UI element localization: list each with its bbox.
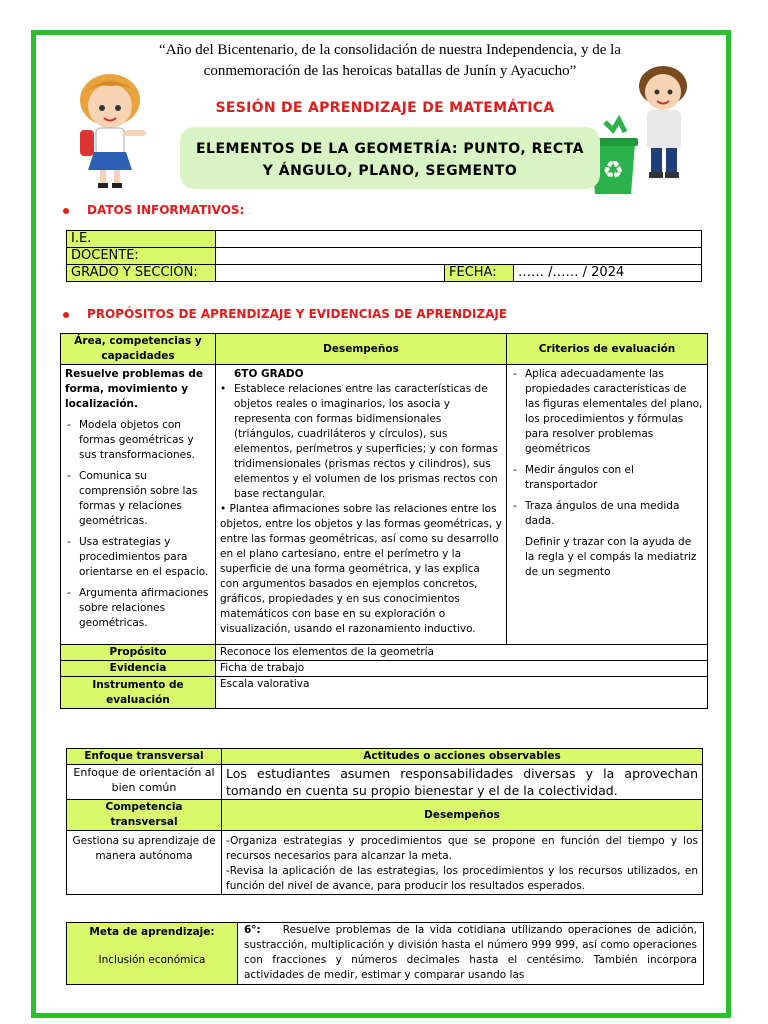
bullet-icon	[63, 312, 69, 318]
competencia-transversal-value: Gestiona su aprendizaje de manera autónoma	[67, 831, 222, 895]
desempenos-list	[220, 382, 502, 502]
capacidades-list	[65, 418, 211, 631]
criterio-item: - Traza ángulos de una medida dada.	[511, 499, 703, 529]
fecha-label: FECHA:	[445, 265, 514, 282]
competencia-transversal-header: Competencia transversal	[67, 800, 222, 831]
desempeno-transversal-item: -Organiza estrategias y procedimientos que se propone en función del tiempo y los recursos necesarios para alcanzar la meta.	[226, 835, 698, 862]
proposito-value: Reconoce los elementos de la geometría	[216, 645, 708, 661]
capacidad-item: - Argumenta afirmaciones sobre relaciones geométricas.	[65, 586, 211, 631]
topic-title	[190, 138, 590, 182]
datos-section-heading	[63, 203, 244, 217]
datos-table	[66, 230, 702, 282]
meta-label: Meta de aprendizaje:	[89, 926, 215, 938]
datos-title: DATOS INFORMATIVOS:	[87, 203, 245, 217]
area-header: Área, competencias y capacidades	[61, 334, 216, 365]
meta-sub: Inclusión económica	[98, 954, 206, 966]
criterios-cell	[507, 365, 708, 645]
boy-recycling-illustration	[585, 60, 705, 200]
propositos-title: PROPÓSITOS DE APRENDIZAJE Y EVIDENCIAS DE APRENDIZAJE	[87, 307, 508, 321]
instrumento-label: Instrumento de evaluación	[61, 677, 216, 709]
criterio-item: - Medir ángulos con el transportador	[511, 463, 703, 493]
competencia-text: Resuelve problemas de forma, movimiento y localización.	[65, 368, 203, 410]
criterio-extra: Definir y trazar con la ayuda de la regla y el compás la mediatriz de un segmento	[525, 536, 697, 578]
docente-value[interactable]	[216, 248, 702, 265]
actitudes-value: Los estudiantes asumen responsabilidades diversas y la aprovechan tomando en cuenta su propio bienestar y el de la colectividad.	[222, 765, 703, 800]
actitudes-header: Actitudes o acciones observables	[222, 749, 703, 765]
girl-illustration	[66, 70, 158, 192]
enfoque-header: Enfoque transversal	[67, 749, 222, 765]
ie-value[interactable]	[216, 231, 702, 248]
propositos-section-heading	[63, 307, 507, 321]
evidencia-label: Evidencia	[61, 661, 216, 677]
proposito-label: Propósito	[61, 645, 216, 661]
area-cell	[61, 365, 216, 645]
grado-value[interactable]	[216, 265, 445, 282]
desempenos-transversal-cell	[222, 831, 703, 895]
fecha-value[interactable]: …… /…… / 2024	[514, 265, 702, 282]
svg-text:♻: ♻	[602, 156, 624, 184]
evidencia-value: Ficha de trabajo	[216, 661, 708, 677]
meta-cell	[67, 923, 238, 985]
bullet-icon	[63, 208, 69, 214]
capacidad-item: - Comunica su comprensión sobre las formas y relaciones geométricas.	[65, 469, 211, 529]
topic-line-1: ELEMENTOS DE LA GEOMETRÍA: PUNTO, RECTA	[195, 141, 584, 157]
ie-label: I.E.	[67, 231, 216, 248]
topic-line-2: Y ÁNGULO, PLANO, SEGMENTO	[262, 163, 518, 179]
desempenos-transversal-header: Desempeños	[222, 800, 703, 831]
desempenos-header: Desempeños	[216, 334, 507, 365]
bicentennial-quote: “Año del Bicentenario, de la consolidación de nuestra Independencia, y de la conmemoración de las heroicas batallas de Junín y Ayacucho”	[159, 42, 621, 79]
meta-grade: 6°:	[244, 924, 261, 936]
meta-table	[66, 922, 704, 985]
desempenos-cell	[216, 365, 507, 645]
grado-heading: 6TO GRADO	[234, 368, 304, 380]
criterio-item: - Aplica adecuadamente las propiedades características de las figuras elementales del plano, los procedimientos y fórmulas para resolver problemas geométricos	[511, 367, 703, 457]
grado-label: GRADO Y SECCIÓN:	[67, 265, 216, 282]
desempeno-item: • Establece relaciones entre las características de objetos reales o imaginarios, los asocia y representa con formas bidimensionales (triángulos, cuadriláteros y círculos), sus elementos, perímetros y superficies; y con formas tridimensionales (prismas rectos y cilindros), sus elementos y el volumen de los prismas rectos con base rectangular.	[220, 382, 502, 502]
criterios-header: Criterios de evaluación	[507, 334, 708, 365]
docente-label: DOCENTE:	[67, 248, 216, 265]
criterios-list	[511, 367, 703, 529]
capacidad-item: - Modela objetos con formas geométricas y sus transformaciones.	[65, 418, 211, 463]
meta-text-cell	[238, 923, 704, 985]
meta-text-wrap	[244, 923, 697, 983]
meta-text: Resuelve problemas de la vida cotidiana utilizando operaciones de adición, sustracción, multiplicación y división hasta el número 999 999, así como operaciones con fracciones y números decimales hasta el centésimo. También incorpora actividades de medir, estimar y comparar usando las	[244, 924, 697, 981]
enfoque-table	[66, 748, 703, 895]
desempeno-transversal-item: -Revisa la aplicación de las estrategias, los procedimientos y los recursos utilizados, en función del nivel de avance, para producir los resultados esperados.	[226, 865, 698, 892]
desempeno-item-2: • Plantea afirmaciones sobre las relaciones entre los objetos, entre los objetos y las formas geométricas, y entre las formas geométricas, así como su desarrollo en el plano cartesiano, entre el perímetro y la superficie de una forma geométrica, y las explica con argumentos basados en ejemplos concretos, gráficos, propiedades y en sus conocimientos matemáticos con base en su exploración o visualización, usando el razonamiento inductivo.	[220, 503, 502, 635]
propositos-table	[60, 333, 708, 709]
session-title: SESIÓN DE APRENDIZAJE DE MATEMÁTICA	[215, 100, 555, 116]
capacidad-item: - Usa estrategias y procedimientos para orientarse en el espacio.	[65, 535, 211, 580]
enfoque-value: Enfoque de orientación al bien común	[67, 765, 222, 800]
instrumento-value: Escala valorativa	[216, 677, 708, 709]
